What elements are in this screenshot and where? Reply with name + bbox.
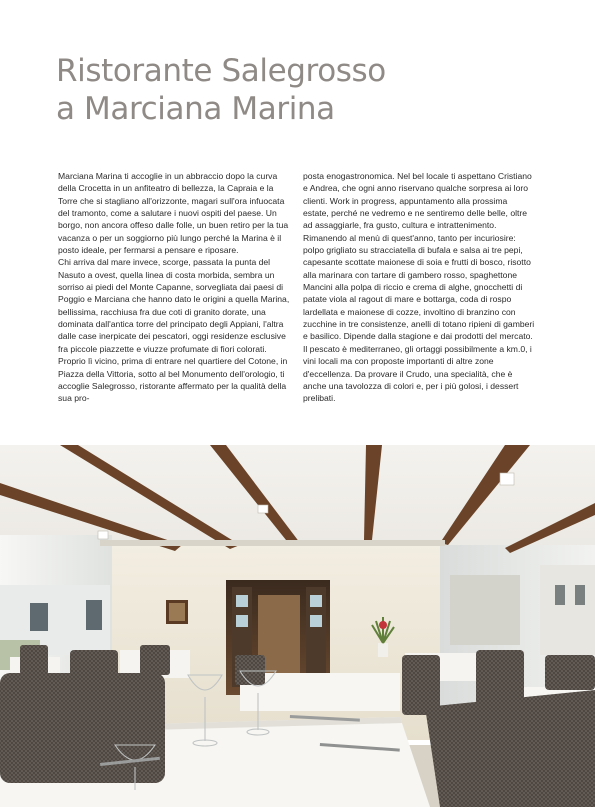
article-column-left: [58, 170, 290, 405]
article-title-line-1: Ristorante Salegrosso: [56, 53, 386, 89]
article-title: [56, 52, 386, 128]
article-paragraph-right: posta enogastronomica. Nel bel locale ti aspettano Cristiano e Andrea, che ogni anno riservano qualche sorpresa ai loro clienti. Work in progress, appuntamento alla prossima estate, perché ne vedremo e ne sentiremo delle belle, oltre ad assaggiarle, fra gusto, cultura e intrattenimento. Rimanendo al menù di quest'anno, tanto per incuriosire: polpo grigliato su stracciatella di bufala e salsa ai tre pepi, capesante scottate maionese di soia e frutti di bosco, risotto alla marinara con tartare di gambero rosso, spaghettone Mancini alla polpa di riccio e crema di alghe, gnocchetti di patate viola al ragout di mare e bottarga, coda di rospo lardellata e maionese di cozze, involtino di branzino con zucchine in tre consistenze, anelli di totano ripieni di gamberi e basilico. Dipende dalla stagione e dai prodotti del mercato. Il pescato è mediterraneo, gli ortaggi possibilmente a km.0, i vini locali ma con proposte importanti di altre zone d'eccellenza. Da provare il Crudo, una specialità, che è anche una tavolozza di colori e, per i più golosi, i dessert prelibati.: [303, 171, 535, 404]
article-column-right: [303, 170, 535, 405]
article-title-line-2: a Marciana Marina: [56, 91, 335, 127]
article-paragraph-left: Marciana Marina ti accoglie in un abbraccio dopo la curva della Crocetta in un anfiteatro di bellezza, la Capraia e la Torre che si stagliano all'orizzonte, magari sull'ora infuocata del tramonto, come a salutare i nuovi ospiti del paese. Un borgo, non ancora offeso dalle folle, un buen retiro per la tua vacanza o per un soggiorno più lungo perché la Marina è il posto ideale, per fermarsi a pensare e riposare. Chi arriva dal mare invece, scorge, passata la punta del Nasuto a ovest, quella linea di costa morbida, sembra un sorriso ai piedi del Monte Capanne, sorvegliata dai paesi di Poggio e Marciana che hanno dato le origini a quella Marina, bellissima, racchiusa fra due coti di granito dorate, una dominata dall'antica torre del principato degli Appiani, l'altra dalle case inerpicate dei pescatori, oggi residenze esclusive fra piccole piazzette e viuzze profumate di fiori colorati. Proprio lì vicino, prima di entrare nel quartiere del Cotone, in Piazza della Vittoria, sotto al bel Monumento dell'orologio, ti accoglie Salegrosso, ristorante affermato per la qualità della sua pro-: [58, 171, 290, 404]
restaurant-interior-photo: [0, 445, 595, 807]
